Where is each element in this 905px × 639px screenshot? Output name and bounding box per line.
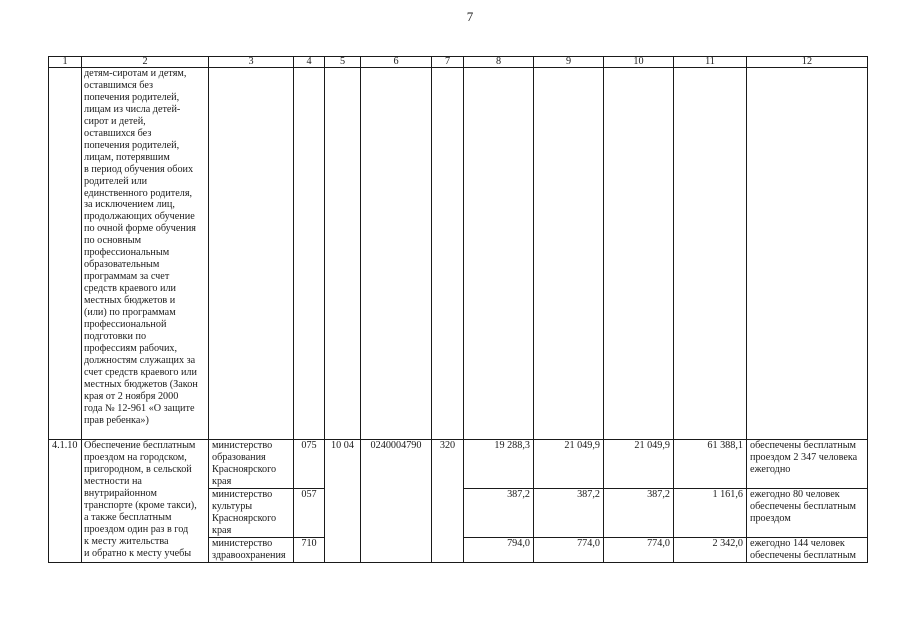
empty-cell xyxy=(209,68,294,440)
empty-cell xyxy=(464,68,534,440)
empty-cell xyxy=(674,68,747,440)
value-cell: 2 342,0 xyxy=(674,538,747,563)
value-cell: 61 388,1 xyxy=(674,440,747,489)
section-cell: 10 04 xyxy=(325,440,361,563)
value-cell: 794,0 xyxy=(464,538,534,563)
continuation-text: детям-сиротам и детям, оставшимся без попечения родителей, лицам из числа детей- сирот и детей, оставшихся без попечения родителей, лицам, потерявшим в период обучения обоих родителей или единственного родителя, за исключением лиц, продолжающих обучение по очной форме обучения по основным профессиональным образовательным программам за счет средств краевого или местных бюджетов и (или) по программам профессиональной подготовки по профессиям рабочих, должностям служащих за счет средств краевого или местных бюджетов (Закон края от 2 ноября 2000 года № 12-961 «О защите прав ребенка») xyxy=(82,68,209,440)
column-number: 8 xyxy=(464,57,534,68)
empty-cell xyxy=(49,68,82,440)
value-cell: 774,0 xyxy=(534,538,604,563)
empty-cell xyxy=(361,68,432,440)
column-number: 1 xyxy=(49,57,82,68)
value-cell: 387,2 xyxy=(534,489,604,538)
value-cell: 21 049,9 xyxy=(604,440,674,489)
column-number: 12 xyxy=(747,57,868,68)
empty-cell xyxy=(432,68,464,440)
empty-cell xyxy=(604,68,674,440)
table-row xyxy=(49,440,868,489)
empty-cell xyxy=(534,68,604,440)
item-number: 4.1.10 xyxy=(49,440,82,563)
column-number: 9 xyxy=(534,57,604,68)
executor-cell: министерство здравоохранения xyxy=(209,538,294,563)
executor-cell: министерство образования Красноярского края xyxy=(209,440,294,489)
column-number: 7 xyxy=(432,57,464,68)
code-cell: 075 xyxy=(294,440,325,489)
result-cell: ежегодно 80 человек обеспечены бесплатным проездом xyxy=(747,489,868,538)
expense-type-cell: 320 xyxy=(432,440,464,563)
column-number: 4 xyxy=(294,57,325,68)
result-cell: ежегодно 144 человек обеспечены бесплатным xyxy=(747,538,868,563)
value-cell: 21 049,9 xyxy=(534,440,604,489)
column-number: 2 xyxy=(82,57,209,68)
column-number: 10 xyxy=(604,57,674,68)
empty-cell xyxy=(747,68,868,440)
value-cell: 387,2 xyxy=(604,489,674,538)
empty-cell xyxy=(294,68,325,440)
empty-cell xyxy=(325,68,361,440)
column-number: 11 xyxy=(674,57,747,68)
code-cell: 057 xyxy=(294,489,325,538)
page-number: 7 xyxy=(466,9,474,24)
value-cell: 387,2 xyxy=(464,489,534,538)
result-cell: обеспечены бесплатным проездом 2 347 человека ежегодно xyxy=(747,440,868,489)
value-cell: 774,0 xyxy=(604,538,674,563)
value-cell: 1 161,6 xyxy=(674,489,747,538)
column-number: 3 xyxy=(209,57,294,68)
target-code-cell: 0240004790 xyxy=(361,440,432,563)
item-description: Обеспечение бесплатным проездом на городском, пригородном, в сельской местности на внутрирайонном транспорте (кроме такси), а также бесплатным проездом один раз в год к месту жительства и обратно к месту учебы xyxy=(82,440,209,563)
program-table xyxy=(48,56,868,563)
column-number: 5 xyxy=(325,57,361,68)
value-cell: 19 288,3 xyxy=(464,440,534,489)
continuation-row xyxy=(49,68,868,440)
column-number: 6 xyxy=(361,57,432,68)
column-number-row xyxy=(49,57,868,68)
executor-cell: министерство культуры Красноярского края xyxy=(209,489,294,538)
code-cell: 710 xyxy=(294,538,325,563)
